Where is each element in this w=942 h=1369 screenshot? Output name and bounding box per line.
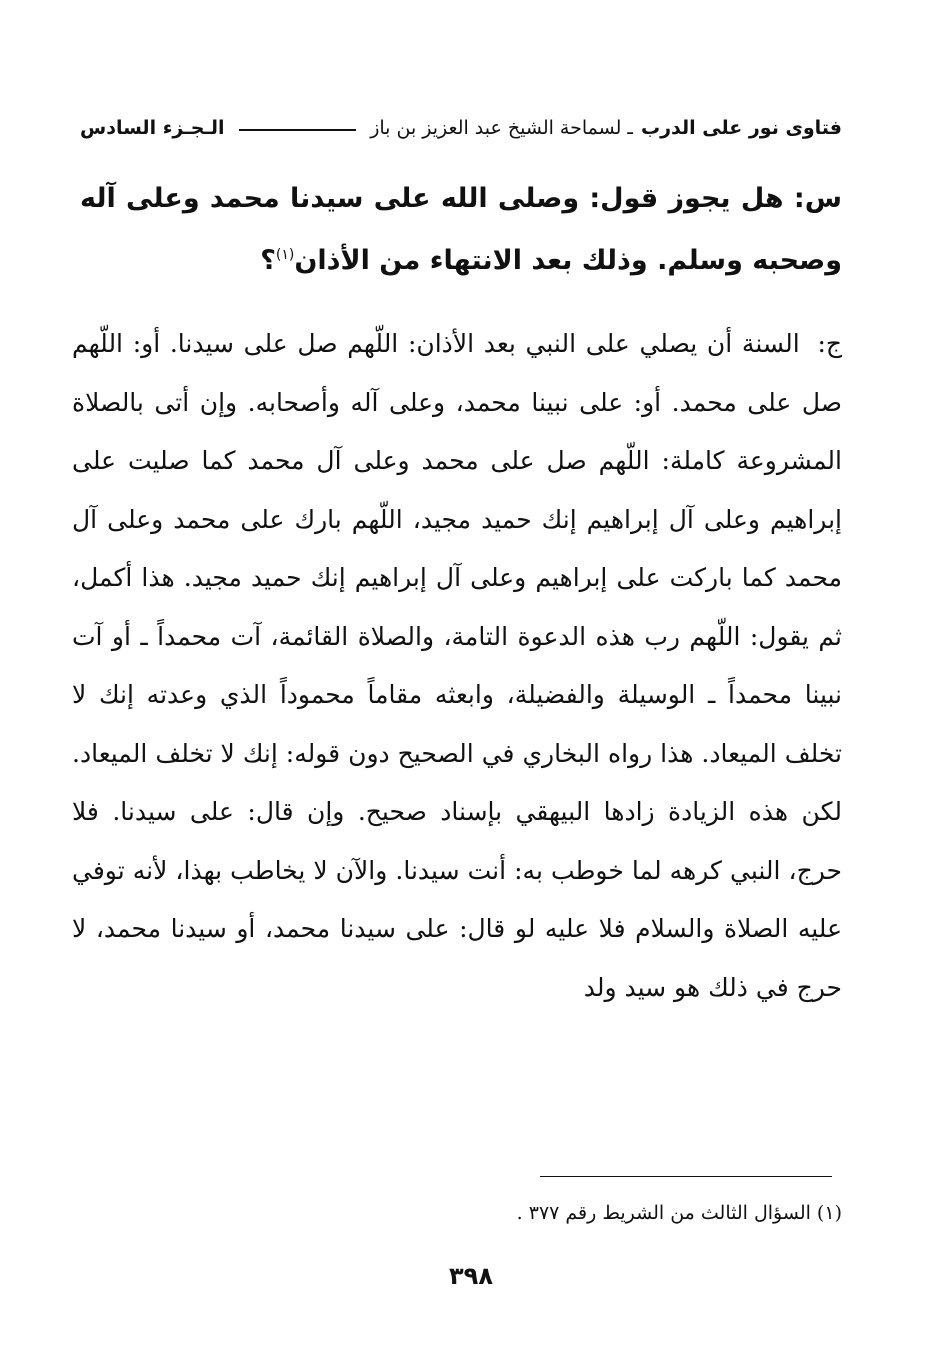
question-paragraph bbox=[80, 168, 842, 292]
footnote-reference: (١) bbox=[275, 247, 295, 263]
answer-prefix: ج: bbox=[817, 329, 842, 358]
footnote: (١) السؤال الثالث من الشريط رقم ٣٧٧ . bbox=[516, 1202, 842, 1224]
volume-label: الـجـزء السادس bbox=[80, 117, 225, 139]
answer-paragraph bbox=[72, 315, 842, 1017]
author-line: ـ لسماحة الشيخ عبد العزيز بن باز bbox=[370, 117, 633, 139]
page-number: ٣٩٨ bbox=[449, 1262, 493, 1290]
header-rule bbox=[239, 129, 357, 131]
running-header bbox=[80, 110, 842, 146]
question-text: س: هل يجوز قول: وصلى الله على سيدنا محمد وعلى آله وصحبه وسلم. وذلك بعد الانتهاء من الأذان bbox=[80, 183, 842, 276]
question-mark: ؟ bbox=[260, 245, 276, 276]
answer-text: السنة أن يصلي على النبي بعد الأذان: اللّهم صل على سيدنا. أو: اللّهم صل على محمد. أو: على نبينا محمد، وعلى آله وأصحابه. وإن أتى بالصلاة المشروعة كاملة: اللّهم صل على محمد وعلى آل محمد كما صليت على إبراهيم وعلى آل إبراهيم إنك حميد مجيد، اللّهم بارك على محمد وعلى آل محمد كما باركت على إبراهيم وعلى آل إبراهيم إنك حميد مجيد. هذا أكمل، ثم يقول: اللّهم رب هذه الدعوة التامة، والصلاة القائمة، آت محمداً ـ أو آت نبينا محمداً ـ الوسيلة والفضيلة، وابعثه مقاماً محموداً الذي وعدته إنك لا تخلف الميعاد. هذا رواه البخاري في الصحيح دون قوله: إنك لا تخلف الميعاد. لكن هذه الزيادة زادها البيهقي بإسناد صحيح. وإن قال: على سيدنا. فلا حرج، النبي كرهه لما خوطب به: أنت سيدنا. والآن لا يخاطب بهذا، لأنه توفي عليه الصلاة والسلام فلا عليه لو قال: على سيدنا محمد، أو سيدنا محمد، لا حرج في ذلك هو سيد ولد bbox=[72, 329, 843, 1002]
footnote-separator bbox=[540, 1176, 832, 1177]
book-title: فتاوى نور على الدرب bbox=[641, 117, 842, 139]
